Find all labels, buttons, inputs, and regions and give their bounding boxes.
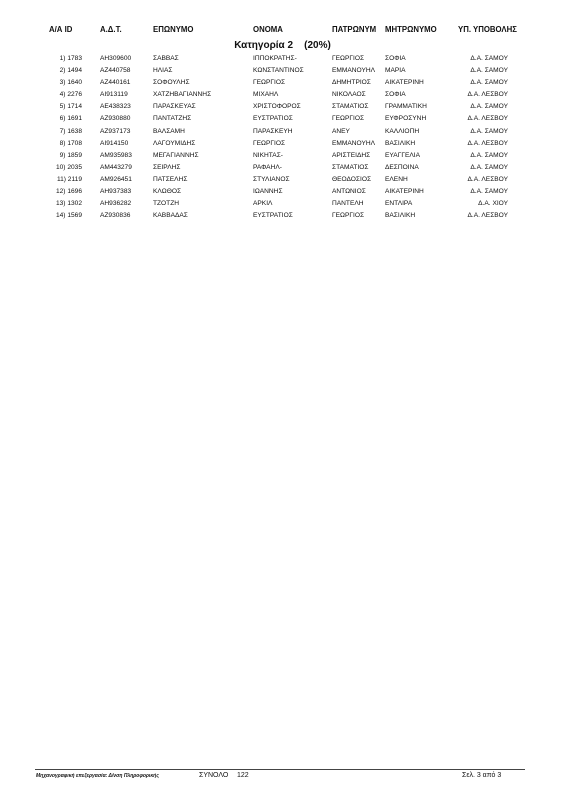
row-adt: ΑΗ937383 — [100, 188, 132, 196]
row-patronymo: ΑΝΤΩΝΙΟΣ — [332, 188, 366, 196]
row-eponymo: ΠΑΡΑΣΚΕΥΑΣ — [153, 103, 196, 111]
footer-processing-note: Μηχανογραφική επεξεργασία: Δ/νση Πληροφορικής — [36, 773, 159, 779]
row-patronymo: ΕΜΜΑΝΟΥΗΛ — [332, 139, 376, 147]
table-row — [0, 90, 565, 102]
row-eponymo: ΜΕΓΑΓΙΑΝΝΗΣ — [153, 151, 199, 159]
row-patronymo: ΓΕΩΡΓΙΟΣ — [332, 55, 365, 62]
table-row — [0, 114, 565, 126]
row-yp-ypovolis: Δ.Α. ΧΙΟΥ — [478, 200, 508, 208]
row-adt: ΑΜ935983 — [100, 151, 132, 159]
row-id: 1) 1783 — [59, 55, 82, 62]
row-id: 7) 1638 — [59, 127, 82, 135]
row-id: 3) 1640 — [59, 79, 82, 87]
row-yp-ypovolis: Δ.Α. ΣΑΜΟΥ — [470, 103, 508, 111]
row-patronymo: ΣΤΑΜΑΤΙΟΣ — [332, 163, 369, 171]
row-mitronymo: ΒΑΣΙΛΙΚΗ — [385, 139, 416, 147]
row-yp-ypovolis: Δ.Α. ΣΑΜΟΥ — [470, 79, 508, 87]
row-onoma: ΕΥΣΤΡΑΤΙΟΣ — [253, 212, 293, 220]
row-yp-ypovolis: Δ.Α. ΣΑΜΟΥ — [470, 67, 508, 75]
row-id: 12) 1696 — [55, 188, 82, 196]
row-yp-ypovolis: Δ.Α. ΛΕΣΒΟΥ — [467, 175, 508, 183]
row-onoma: ΝΙΚΗΤΑΣ- — [253, 151, 283, 159]
footer-total-label: ΣΥΝΟΛΟ — [199, 772, 229, 779]
row-patronymo: ΣΤΑΜΑΤΙΟΣ — [332, 103, 369, 111]
row-patronymo: ΓΕΩΡΓΙΟΣ — [332, 212, 365, 220]
row-adt: ΑΗ936282 — [100, 200, 132, 208]
row-adt: ΑΖ930836 — [100, 212, 131, 220]
row-yp-ypovolis: Δ.Α. ΛΕΣΒΟΥ — [467, 115, 508, 123]
footer-total-value: 122 — [237, 772, 249, 779]
row-onoma: ΣΤΥΛΙΑΝΟΣ — [253, 175, 290, 183]
row-mitronymo: ΕΥΑΓΓΕΛΙΑ — [385, 151, 420, 159]
row-id: 6) 1691 — [59, 115, 82, 123]
row-onoma: ΓΕΩΡΓΙΟΣ — [253, 79, 286, 87]
row-mitronymo: ΑΙΚΑΤΕΡΙΝΗ — [385, 79, 424, 87]
table-row — [0, 175, 565, 187]
table-row — [0, 66, 565, 78]
row-onoma: ΧΡΙΣΤΟΦΟΡΟΣ — [253, 103, 301, 111]
row-eponymo: ΣΕΙΡΛΗΣ — [153, 163, 181, 171]
row-onoma: ΠΑΡΑΣΚΕΥΗ — [253, 127, 293, 135]
table-row — [0, 102, 565, 114]
table-row — [0, 163, 565, 175]
row-onoma: ΜΙΧΑΗΛ — [253, 91, 279, 99]
header-adt: Α.Δ.Τ. — [100, 25, 122, 34]
row-onoma: ΚΩΝΣΤΑΝΤΙΝΟΣ — [253, 67, 304, 75]
row-id: 13) 1302 — [55, 200, 82, 208]
row-onoma: ΕΥΣΤΡΑΤΙΟΣ — [253, 115, 293, 123]
row-mitronymo: ΔΕΣΠΟΙΝΑ — [385, 163, 419, 171]
category-title: Κατηγορία 2 (20%) — [234, 40, 331, 51]
row-onoma: ΓΕΩΡΓΙΟΣ — [253, 139, 286, 147]
row-eponymo: ΚΛΩΘΟΣ — [153, 188, 182, 196]
row-yp-ypovolis: Δ.Α. ΣΑΜΟΥ — [470, 55, 508, 62]
footer-page-number: Σελ. 3 από 3 — [462, 772, 502, 779]
header-aa-id: Α/Α ID — [49, 25, 73, 34]
header-onoma: ΟΝΟΜΑ — [253, 25, 283, 34]
row-eponymo: ΚΑΒΒΑΔΑΣ — [153, 212, 188, 220]
table-row — [0, 78, 565, 90]
row-eponymo: ΒΑΛΣΑΜΗ — [153, 127, 185, 135]
table-header — [0, 25, 565, 37]
row-eponymo: ΠΑΝΤΑΤΖΗΣ — [153, 115, 192, 123]
row-id: 9) 1859 — [59, 151, 82, 159]
row-yp-ypovolis: Δ.Α. ΣΑΜΟΥ — [470, 188, 508, 196]
row-patronymo: ΕΜΜΑΝΟΥΗΛ — [332, 67, 376, 75]
row-adt: ΑΙ914150 — [100, 139, 129, 147]
row-yp-ypovolis: Δ.Α. ΛΕΣΒΟΥ — [467, 139, 508, 147]
row-mitronymo: ΕΝΤΛΙΡΑ — [385, 200, 413, 208]
row-mitronymo: ΑΙΚΑΤΕΡΙΝΗ — [385, 188, 424, 196]
footer-divider — [35, 769, 525, 770]
row-adt: ΑΖ937173 — [100, 127, 131, 135]
row-onoma: ΙΩΑΝΝΗΣ — [253, 188, 283, 196]
row-patronymo: ΠΑΝΤΕΛΗ — [332, 200, 364, 208]
row-yp-ypovolis: Δ.Α. ΛΕΣΒΟΥ — [467, 212, 508, 220]
row-eponymo: ΣΑΒΒΑΣ — [153, 55, 179, 62]
row-mitronymo: ΜΑΡΙΑ — [385, 67, 406, 75]
row-mitronymo: ΓΡΑΜΜΑΤΙΚΗ — [385, 103, 427, 111]
row-adt: ΑΙ913119 — [100, 91, 128, 99]
row-onoma: ΙΠΠΟΚΡΑΤΗΣ- — [253, 55, 297, 62]
row-patronymo: ΑΡΙΣΤΕΙΔΗΣ — [332, 151, 371, 159]
row-adt: ΑΗ309600 — [100, 55, 132, 62]
table-row — [0, 127, 565, 139]
row-yp-ypovolis: Δ.Α. ΣΑΜΟΥ — [470, 127, 508, 135]
row-patronymo: ΑΝΕΥ — [332, 127, 350, 135]
row-id: 11) 2119 — [56, 175, 82, 183]
row-eponymo: ΧΑΤΖΗΒΑΓΙΑΝΝΗΣ — [153, 91, 212, 99]
row-eponymo: ΛΑΓΟΥΜΙΔΗΣ — [153, 139, 196, 147]
row-mitronymo: ΣΟΦΙΑ — [385, 55, 406, 62]
row-patronymo: ΝΙΚΟΛΑΟΣ — [332, 91, 366, 99]
row-id: 2) 1494 — [59, 67, 82, 75]
row-eponymo: ΣΟΦΟΥΛΗΣ — [153, 79, 190, 87]
row-mitronymo: ΣΟΦΙΑ — [385, 91, 406, 99]
row-adt: ΑΕ438323 — [100, 103, 131, 111]
row-mitronymo: ΕΥΦΡΟΣΥΝΗ — [385, 115, 427, 123]
row-yp-ypovolis: Δ.Α. ΣΑΜΟΥ — [470, 151, 508, 159]
row-patronymo: ΔΗΜΗΤΡΙΟΣ — [332, 79, 371, 87]
row-id: 4) 2276 — [59, 91, 82, 99]
row-id: 14) 1569 — [55, 212, 82, 220]
row-eponymo: ΤΖΟΤΖΗ — [153, 200, 180, 208]
row-onoma: ΡΑΦΑΗΛ- — [253, 163, 282, 171]
table-row — [0, 199, 565, 211]
row-id: 10) 2035 — [55, 163, 82, 171]
row-id: 5) 1714 — [59, 103, 82, 111]
table-body — [0, 54, 565, 223]
header-mitronymo: ΜΗΤΡΩΝΥΜΟ — [385, 25, 437, 34]
row-mitronymo: ΚΑΛΛΙΟΠΗ — [385, 127, 420, 135]
row-yp-ypovolis: Δ.Α. ΛΕΣΒΟΥ — [467, 91, 508, 99]
page-footer — [0, 769, 565, 783]
row-patronymo: ΘΕΟΔΟΣΙΟΣ — [332, 175, 372, 183]
header-patronymo: ΠΑΤΡΩΝΥΜ — [332, 25, 377, 34]
table-row — [0, 187, 565, 199]
table-row — [0, 139, 565, 151]
table-row — [0, 151, 565, 163]
row-onoma: ΑΡΚΙΛ — [253, 200, 273, 208]
table-row — [0, 211, 565, 223]
header-eponymo: ΕΠΩΝΥΜΟ — [153, 25, 194, 34]
row-adt: ΑΖ440161 — [100, 79, 131, 87]
row-eponymo: ΠΑΤΣΕΛΗΣ — [153, 175, 188, 183]
row-adt: ΑΖ930880 — [100, 115, 131, 123]
row-adt: ΑΜ443279 — [100, 163, 132, 171]
table-row — [0, 54, 565, 66]
row-yp-ypovolis: Δ.Α. ΣΑΜΟΥ — [470, 163, 508, 171]
row-eponymo: ΗΛΙΑΣ — [153, 67, 173, 75]
row-mitronymo: ΕΛΕΝΗ — [385, 175, 408, 183]
row-id: 8) 1708 — [59, 139, 82, 147]
row-mitronymo: ΒΑΣΙΛΙΚΗ — [385, 212, 416, 220]
row-adt: ΑΖ440758 — [100, 67, 131, 75]
row-adt: ΑΜ926451 — [100, 175, 132, 183]
row-patronymo: ΓΕΩΡΓΙΟΣ — [332, 115, 365, 123]
header-yp-ypovolis: ΥΠ. ΥΠΟΒΟΛΗΣ — [458, 25, 517, 34]
